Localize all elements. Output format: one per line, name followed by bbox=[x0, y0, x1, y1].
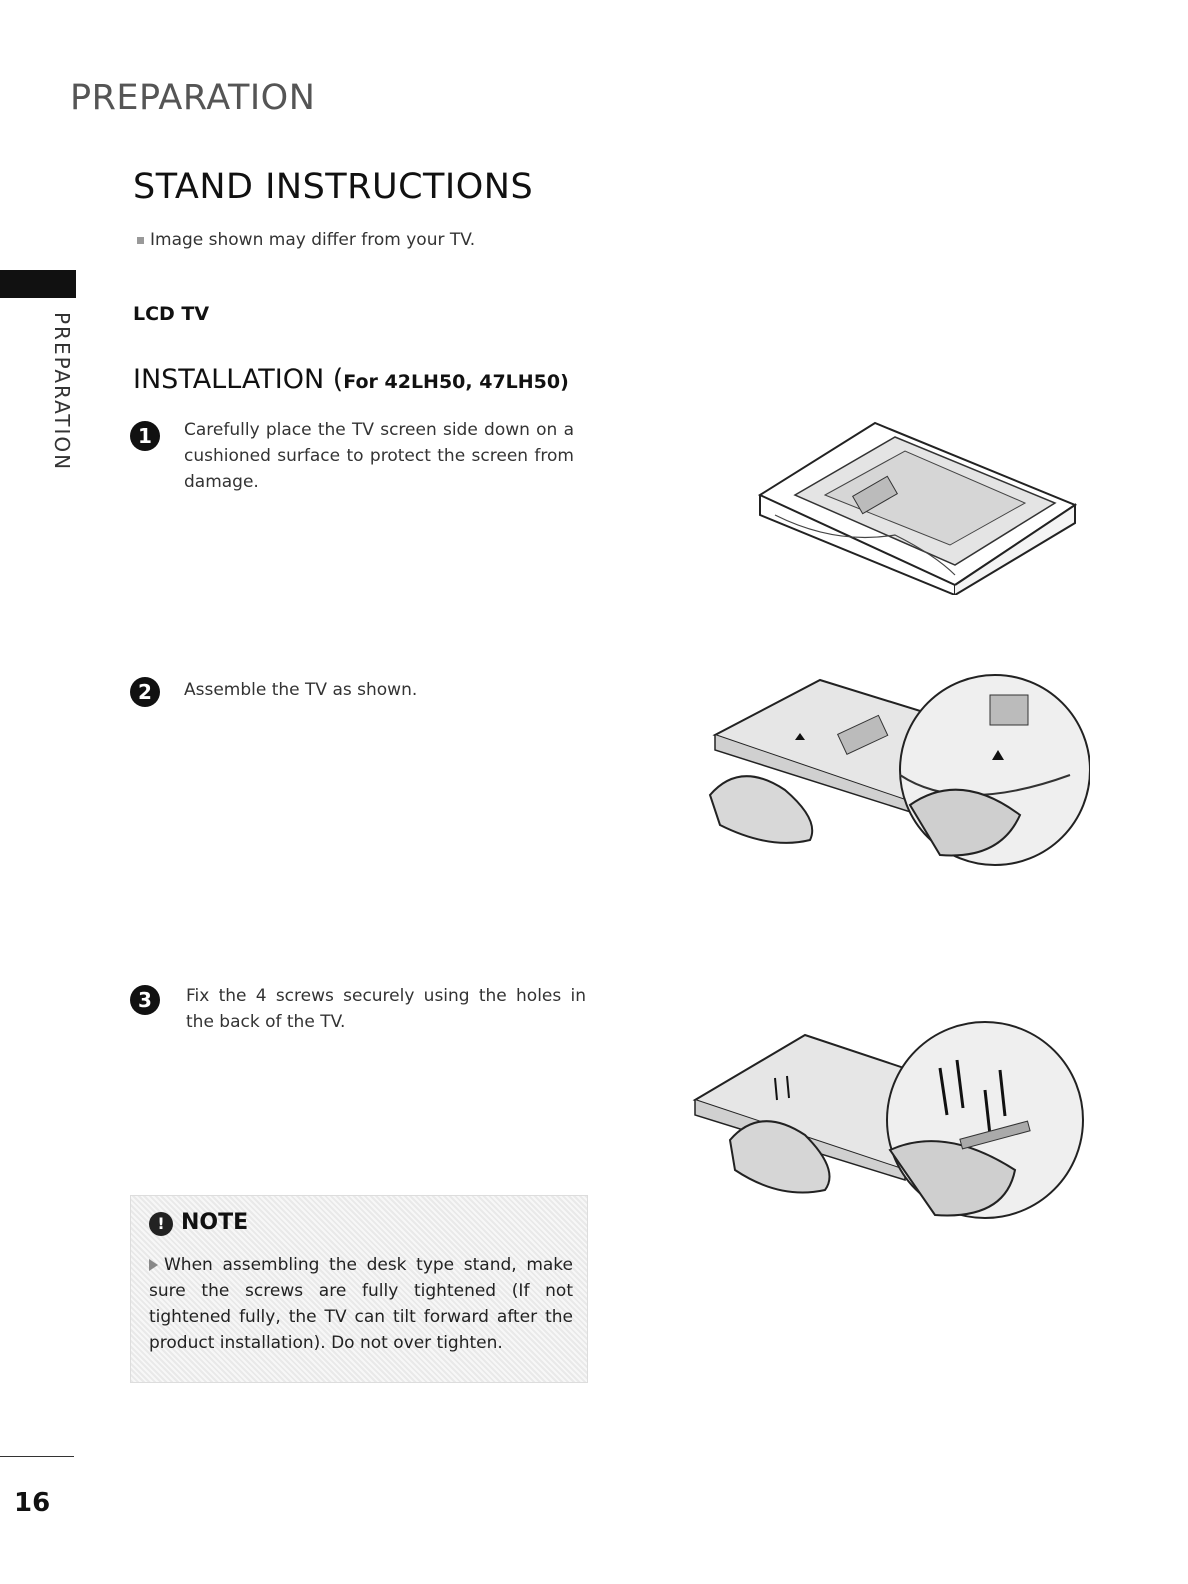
arrow-bullet-icon bbox=[149, 1259, 158, 1271]
step-number-2: 2 bbox=[130, 677, 160, 707]
note-body: When assembling the desk type stand, make sure the screws are fully tightened (If not tightened fully, the TV can tilt forward after the product installation). Do not over tighten. bbox=[149, 1255, 573, 1353]
side-tab-label: PREPARATION bbox=[50, 312, 74, 472]
assemble-stand-illustration bbox=[700, 665, 1090, 870]
fix-screws-illustration bbox=[685, 1020, 1085, 1225]
note-box bbox=[130, 1195, 588, 1383]
installation-heading bbox=[133, 364, 569, 395]
bullet-square-icon bbox=[137, 237, 144, 244]
exclamation-icon: ! bbox=[149, 1212, 173, 1236]
note-title bbox=[149, 1210, 248, 1236]
step-number-1: 1 bbox=[130, 421, 160, 451]
section-header: PREPARATION bbox=[70, 78, 316, 118]
footer-rule bbox=[0, 1456, 74, 1457]
step-text-1: Carefully place the TV screen side down on a cushioned surface to protect the screen from damage. bbox=[184, 420, 574, 492]
installation-heading-text: INSTALLATION ( bbox=[133, 364, 344, 395]
tv-on-cushion-illustration bbox=[755, 415, 1085, 595]
step-text-3: Fix the 4 screws securely using the holes in the back of the TV. bbox=[186, 986, 586, 1032]
installation-models: For 42LH50, 47LH50) bbox=[343, 371, 569, 393]
page-title: STAND INSTRUCTIONS bbox=[133, 167, 534, 207]
model-label: LCD TV bbox=[133, 303, 210, 325]
step-number-3: 3 bbox=[130, 985, 160, 1015]
page-number: 16 bbox=[14, 1488, 51, 1518]
disclaimer-text: Image shown may differ from your TV. bbox=[150, 230, 476, 250]
note-title-text: NOTE bbox=[181, 1210, 249, 1235]
side-tab-marker bbox=[0, 270, 76, 298]
step-text-2: Assemble the TV as shown. bbox=[184, 680, 418, 700]
note-text bbox=[149, 1252, 573, 1356]
disclaimer bbox=[137, 230, 475, 250]
